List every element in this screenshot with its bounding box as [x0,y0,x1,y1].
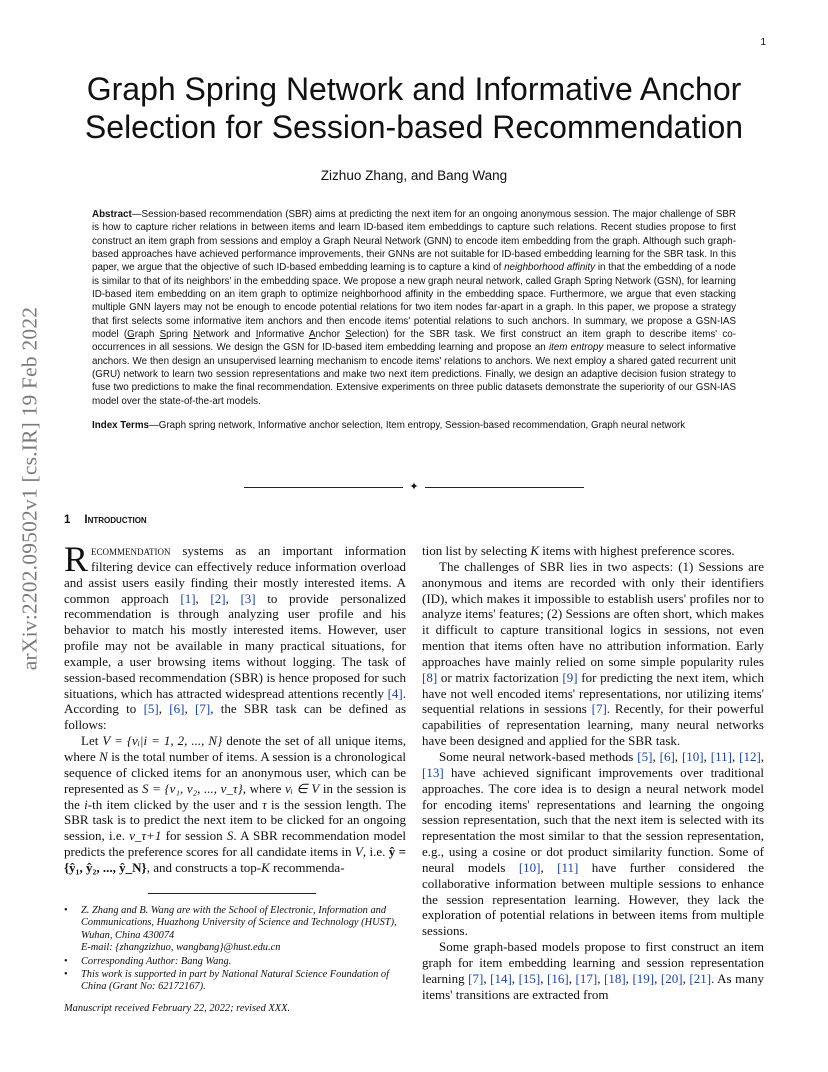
arxiv-identifier-stamp [10,296,50,680]
body-text: Some graph-based models propose to first construct an item graph for item embedding learning and session representation learning [422,939,764,986]
citation-link[interactable]: [21] [689,970,712,986]
manuscript-note: Manuscript received February 22, 2022; revised XXX. [64,1002,291,1014]
abstract-text: measure to select informative anchors. We then design an unsupervised learning mechanism to encode items' relations to anchors. We next employ a shared gated recurrent unit (GRU) network to learn two session representations and make two next item predictions. Finally, we design an adaptive decision fusion strategy to fuse two predictions to make the final recommendation. Extensive experiments on three public datasets demonstrate the superiority of our GSN-IAS model over the state-of-the-art models. [92,342,736,407]
citation-link[interactable]: [7] [468,970,484,986]
citation-link[interactable]: [10] [518,859,541,875]
math-expression: τ [262,796,267,812]
intro-paragraph-3 [422,559,764,749]
acronym-letter: A [308,329,316,341]
body-text: -th item clicked by the user and [87,796,263,812]
body-text: . According to [64,685,406,717]
body-text: denote the set of all unique items, where [64,733,406,764]
paper-title [62,70,766,146]
index-terms-text: —Graph spring network, Informative anchor selection, Item entropy, Session-based recommendation, Graph neural network [149,420,686,432]
body-text: . A SBR recommendation model predicts the preference scores for all candidate items in [64,828,406,860]
body-text: , [682,970,690,986]
abstract-text: pring [166,329,194,341]
title-line-2: Selection for Session-based Recommendation [84,109,744,145]
body-text: for session [161,828,227,844]
divider-line-left [244,487,403,488]
acronym-letter: N [193,329,201,341]
math-expression: S = {v₁, v₂, ..., v_τ} [141,780,243,796]
body-text: , [195,590,211,606]
footnote-corresponding: • Corresponding Author: Bang Wang. [64,956,406,968]
citation-link[interactable]: [13] [422,764,444,780]
abstract-text: etwork and [200,329,256,341]
body-text: , [540,970,548,986]
math-expression: K [530,543,539,558]
citation-link[interactable]: [17] [575,970,598,986]
body-text: , [760,748,765,764]
citation-link[interactable]: [5] [143,701,159,717]
body-text: , [158,701,170,717]
citation-link[interactable]: [6] [169,701,185,717]
acronym-letter: G [127,329,135,341]
footnote-funding: • This work is supported in part by National Natural Science Foundation of China (Grant No: 62172167). [64,969,406,994]
citation-link[interactable]: [1] [180,590,196,606]
authors: Zizhuo Zhang, and Bang Wang [320,168,508,183]
citation-link[interactable]: [3] [240,590,256,606]
section-number: 1 [64,514,71,526]
citation-link[interactable]: [5] [637,748,653,764]
right-column [422,543,764,1002]
citation-link[interactable]: [7] [195,701,211,717]
footnote-list [64,905,406,994]
intro-paragraph-4 [422,749,764,939]
body-text: is the total number of items. A session is a chronological sequence of clicked items for an anonymous user, which can be represented as [64,748,406,796]
body-text: , [568,970,576,986]
body-text: in the session is the [64,780,406,812]
body-text: , and constructs a top- [146,859,262,875]
body-text: , [225,590,241,606]
divider-line-right [425,487,584,488]
abstract-label: Abstract [92,209,132,220]
math-expression: V = {vᵢ|i = 1, 2, ..., N} [102,733,223,749]
citation-link[interactable]: [10] [681,748,704,764]
index-terms-label: Index Terms [92,420,149,432]
body-text: for predicting the next item, which have not well encoded items' representations, nor utilizing items' sequential relations in sessions [422,669,764,717]
acronym-letter: I [255,329,259,341]
title-block [62,70,766,183]
citation-link[interactable]: [15] [518,970,541,986]
body-text: Some neural network-based methods [439,748,638,764]
math-expression: i [84,796,88,812]
intro-paragraph-1 [64,539,407,733]
abstract-text: nformative [258,329,309,341]
abstract-paragraph [92,208,736,408]
intro-paragraph-2 [64,733,406,876]
citation-link[interactable]: [8] [422,669,438,685]
drop-cap: R [64,539,89,579]
smallcaps-word: ecommendation [91,543,171,558]
acronym-letter: S [345,329,352,341]
citation-link[interactable]: [2] [210,590,226,606]
body-text: , [483,970,491,986]
math-expression: K [261,859,270,875]
acronym-letter: S [159,329,167,341]
body-text: , [597,970,604,986]
intro-paragraph-5 [422,939,764,1002]
math-expression: S [226,828,234,844]
body-text: or matrix factorization [437,669,563,685]
citation-link[interactable]: [16] [547,970,569,986]
body-text: . Recently, for their powerful capabilities of representation learning, many neural networks have been designed and applied for the SBR task. [422,701,764,749]
body-text: , [511,970,519,986]
body-text: , [674,748,682,764]
body-text: The challenges of SBR lies in two aspects: (1) Sessions are anonymous and items are recorded with only their identifiers (ID), which makes it impossible to establish users' profiles nor to analyze items' features; (2) Sessions are often short, which makes it difficult to capture transitional logics in sessions, not even mention that items often have no attribution information. Early approaches have mainly relied on some simple popularity rules [422,558,764,669]
abstract-emphasis: neighborhood affinity [504,262,596,274]
body-text: items with highest preference scores. [539,543,735,558]
math-expression: ŷ = {ŷ₁, ŷ₂, ..., ŷ_N} [64,844,406,875]
citation-link[interactable]: [9] [562,669,578,685]
divider-ornament-icon: ✦ [409,481,419,493]
math-expression: V [354,844,363,860]
body-text: is the session length. The SBR task is to predict the next item to be clicked for an ongoing session, i.e. [64,796,406,844]
body-text: have further considered the collaborative information between multiple sessions to enhance the session representation learning. However, they lack the exploration of potential relations in between items from multiple sessions. [422,859,764,939]
section-heading [64,514,147,526]
body-text: , [540,859,558,875]
body-text: , where [242,780,285,796]
citation-link[interactable]: [4] [387,685,403,701]
citation-link[interactable]: [7] [591,701,607,717]
section-divider [244,481,584,493]
left-column [64,539,407,876]
footnote-text: Z. Zhang and B. Wang are with the School of Electronic, Information and Communications, Huazhong University of Science and Technology (HUST), Wuhan, China 430074 [81,905,397,941]
body-text: , [625,970,633,986]
section-title: Introduction [84,514,147,526]
body-text: , [652,748,660,764]
citation-link[interactable]: [12] [739,748,761,764]
abstract-text: —Session-based recommendation (SBR) aims at predicting the next item for an ongoing anonymous session. The major challenge of SBR is how to capture richer relations in between items and learn ID-based item embeddings to capture such relations. Recent studies propose to first construct an item graph from sessions and employ a Graph Neural Network (GNN) to encode item embedding from the graph. Although such graph-based approaches have achieved performance improvements, their GNNs are not suitable for ID-based embedding learning for the SBR task. In this paper, we argue that the objective of such ID-based embedding learning is to capture a kind of [92,209,736,274]
body-text: tion list by selecting [422,543,531,558]
intro-paragraph-continued [422,543,764,559]
citation-link[interactable]: [11] [710,748,732,764]
citation-link[interactable]: [6] [659,748,675,764]
body-text: . As many items' transitions are extracted from [422,970,765,1002]
body-text: have achieved significant improvements over traditional approaches. The core idea is to design a neural network model for encoding items' representations and learning the ongoing session representation, such that the next item is selected with its representation the most similar to that the session representation, e.g., using a cosine or dot product similarity function. Some of neural models [422,764,764,875]
body-text: , i.e. [362,844,389,860]
abstract-emphasis: item entropy [548,342,604,354]
abstract-text: in that the embedding of a node is similar to that of its neighbors' in the embedding space. We propose a new graph neural network, called Graph Spring Network (GSN), for learning ID-based item embedding on an item graph to optimize neighborhood affinity in the embedding space. Furthermore, we argue that even stacking multiple GNN layers may not be enough to encode potential relations for two item nodes far-apart in a graph. In this paper, we propose a strategy that first selects some informative item anchors and then encode items' potential relations to such anchors. In summary, we propose a GSN-IAS model ( [92,262,736,341]
citation-link[interactable]: [18] [603,970,626,986]
abstract-text: raph [134,329,160,341]
body-text: recommenda- [269,859,345,875]
body-text: , [654,970,661,986]
math-expression: v_τ+1 [129,828,162,844]
citation-link[interactable]: [19] [632,970,655,986]
footnotes [64,905,406,1015]
math-expression: N [99,748,108,764]
math-expression: vᵢ ∈ V [284,780,320,796]
citation-link[interactable]: [11] [557,859,579,875]
body-text: , the SBR task can be defined as follows: [64,701,407,733]
footnote-rule [148,893,316,894]
body-text: systems as an important information filtering device can effectively reduce information overload and assist users easily finding their mostly interested items. A common approach [64,543,406,606]
page-number: 1 [760,37,766,48]
body-text: , [703,748,711,764]
citation-link[interactable]: [14] [490,970,512,986]
body-text: Let [81,733,103,749]
title-line-1: Graph Spring Network and Informative Anchor [86,71,742,107]
arxiv-identifier-text: arXiv:2202.09502v1 [cs.IR] 19 Feb 2022 [17,306,42,670]
body-text: to provide personalized recommendation is through analyzing user profile and his behavior to match his mostly interested items. However, user profile may not be available in many practical situations, for example, a user browsing items without logging. The task of session-based recommendation (SBR) is hence proposed for such situations, which has attracted widespread attentions recently [64,590,407,701]
body-text: , [731,748,740,764]
footnote-email: E-mail: {zhangzizhuo, wangbang}@hust.edu.cn [81,942,281,954]
index-terms [92,419,736,432]
body-text: , [184,701,196,717]
abstract [92,208,736,433]
citation-link[interactable]: [20] [660,970,683,986]
abstract-text: election) for the SBR task. We first construct an item graph to describe items' co-occurrences in all sessions. We design the GSN for ID-based item embedding learning and propose an [92,329,736,354]
abstract-text: nchor [315,329,346,341]
footnote-affiliation [64,905,406,955]
